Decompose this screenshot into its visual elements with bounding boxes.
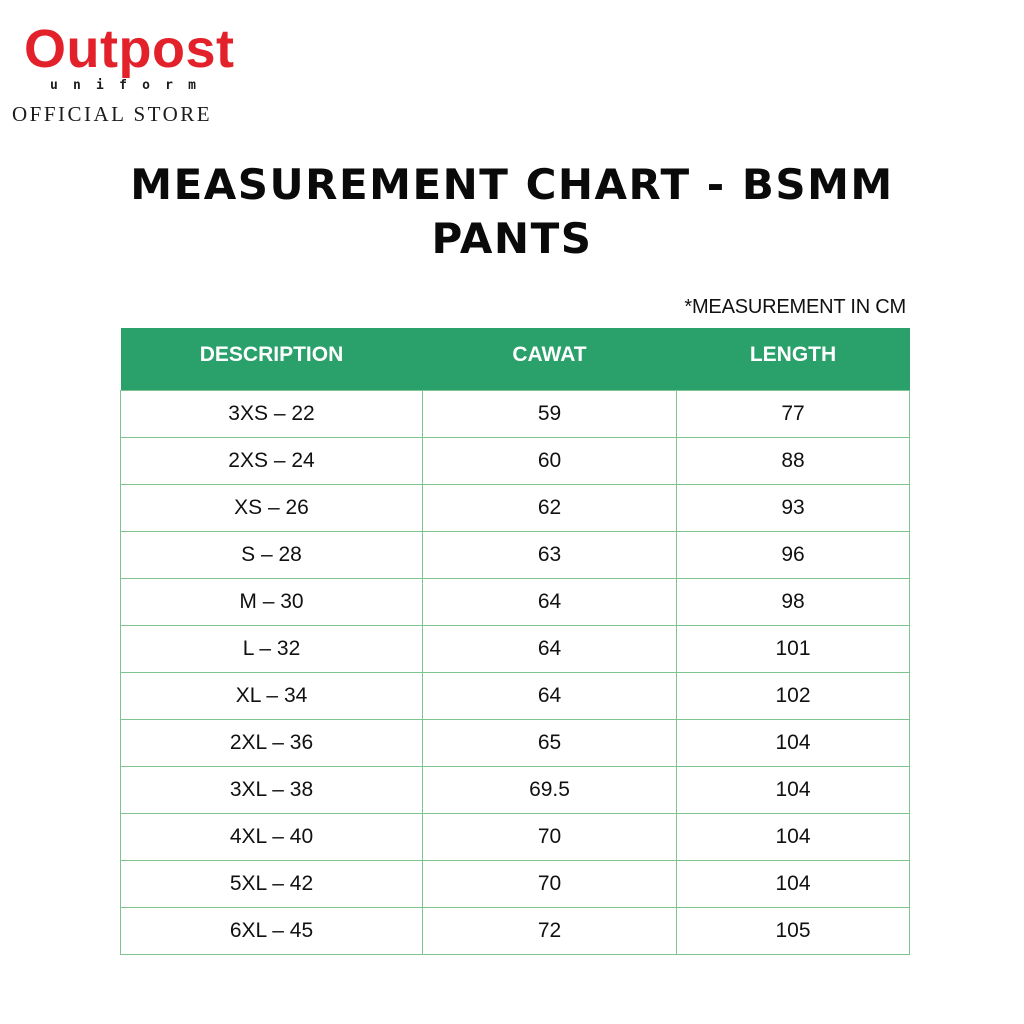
cell-description: 2XS – 24 xyxy=(121,438,423,485)
column-header-description: DESCRIPTION xyxy=(121,328,423,391)
unit-note: *MEASUREMENT IN CM xyxy=(684,296,906,318)
cell-cawat: 64 xyxy=(423,673,677,720)
cell-length: 102 xyxy=(677,673,910,720)
cell-length: 104 xyxy=(677,767,910,814)
cell-length: 101 xyxy=(677,626,910,673)
cell-cawat: 72 xyxy=(423,908,677,955)
table-row xyxy=(121,391,910,438)
cell-length: 88 xyxy=(677,438,910,485)
cell-description: M – 30 xyxy=(121,579,423,626)
table-row xyxy=(121,673,910,720)
cell-length: 93 xyxy=(677,485,910,532)
table-row xyxy=(121,626,910,673)
cell-description: 3XL – 38 xyxy=(121,767,423,814)
cell-description: 6XL – 45 xyxy=(121,908,423,955)
column-header-cawat: CAWAT xyxy=(423,328,677,391)
cell-description: XL – 34 xyxy=(121,673,423,720)
table-row xyxy=(121,861,910,908)
table-row xyxy=(121,908,910,955)
cell-cawat: 70 xyxy=(423,861,677,908)
cell-cawat: 65 xyxy=(423,720,677,767)
cell-length: 77 xyxy=(677,391,910,438)
brand-store-label: OFFICIAL STORE xyxy=(12,102,213,126)
page-title-line-2: PANTS xyxy=(431,214,593,263)
brand-subtitle: uniform xyxy=(50,78,212,93)
cell-length: 105 xyxy=(677,908,910,955)
cell-cawat: 70 xyxy=(423,814,677,861)
measurement-table xyxy=(120,328,910,955)
cell-cawat: 64 xyxy=(423,579,677,626)
cell-length: 104 xyxy=(677,720,910,767)
cell-description: 5XL – 42 xyxy=(121,861,423,908)
table-row xyxy=(121,767,910,814)
cell-description: 2XL – 36 xyxy=(121,720,423,767)
cell-cawat: 63 xyxy=(423,532,677,579)
cell-cawat: 62 xyxy=(423,485,677,532)
cell-length: 104 xyxy=(677,814,910,861)
cell-description: XS – 26 xyxy=(121,485,423,532)
cell-description: S – 28 xyxy=(121,532,423,579)
cell-description: 3XS – 22 xyxy=(121,391,423,438)
table-row xyxy=(121,579,910,626)
table-row xyxy=(121,438,910,485)
cell-cawat: 60 xyxy=(423,438,677,485)
cell-length: 104 xyxy=(677,861,910,908)
cell-cawat: 64 xyxy=(423,626,677,673)
table-row xyxy=(121,720,910,767)
cell-length: 98 xyxy=(677,579,910,626)
table-row xyxy=(121,485,910,532)
table-row xyxy=(121,814,910,861)
page-title xyxy=(0,158,1024,266)
brand-name: Outpost xyxy=(24,19,235,79)
column-header-length: LENGTH xyxy=(677,328,910,391)
page-title-line-1: MEASUREMENT CHART - BSMM xyxy=(130,160,894,209)
cell-length: 96 xyxy=(677,532,910,579)
cell-cawat: 59 xyxy=(423,391,677,438)
cell-description: L – 32 xyxy=(121,626,423,673)
cell-cawat: 69.5 xyxy=(423,767,677,814)
cell-description: 4XL – 40 xyxy=(121,814,423,861)
table-row xyxy=(121,532,910,579)
table-header-row xyxy=(121,328,910,391)
